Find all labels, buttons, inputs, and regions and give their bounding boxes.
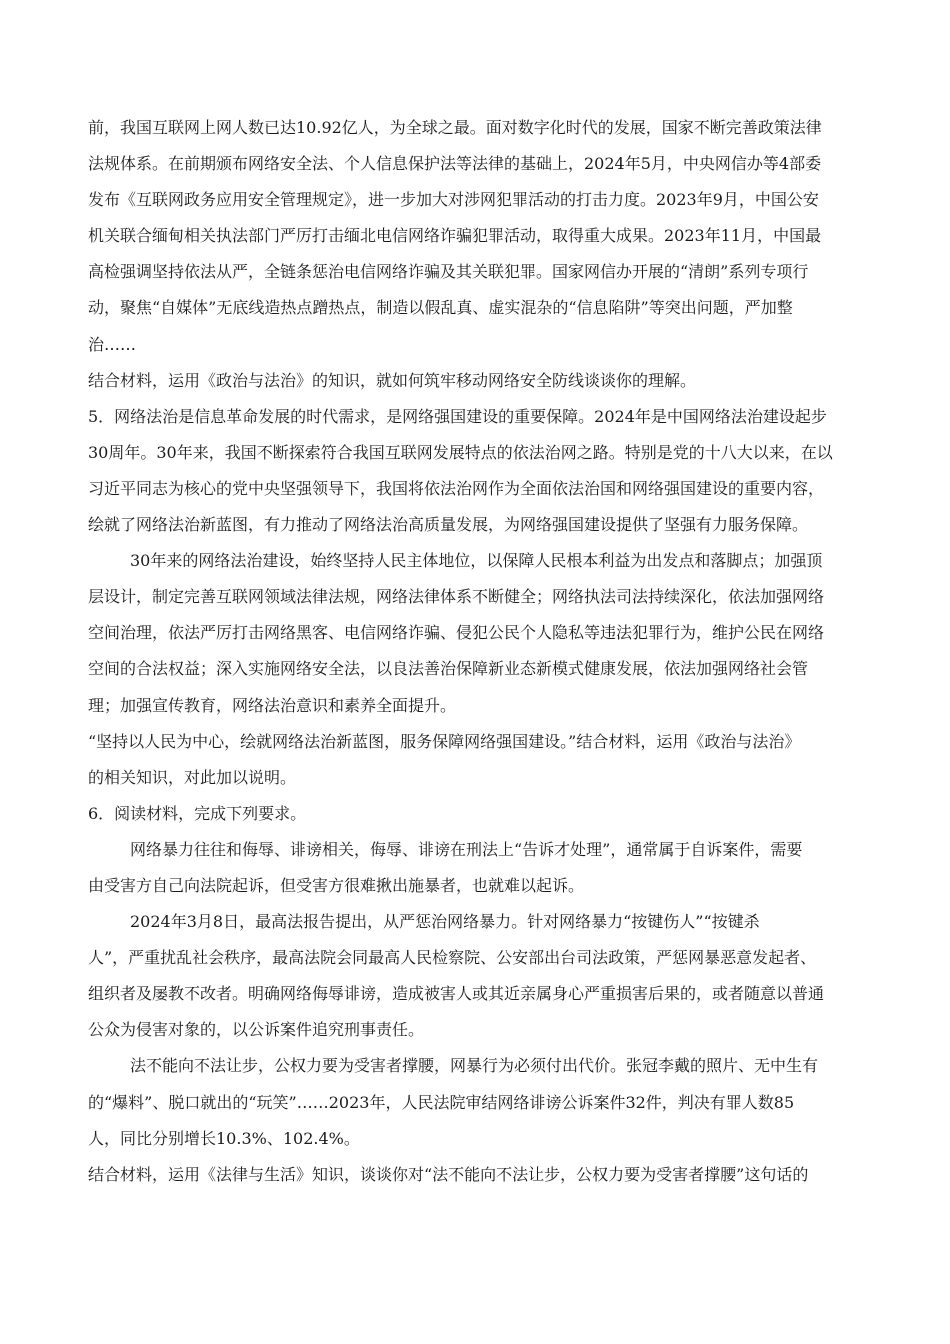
text-line: 人”，严重扰乱社会秩序，最高法院会同最高人民检察院、公安部出台司法政策，严惩网暴恶意发起者、 — [88, 948, 817, 968]
text-line: 的“爆料”、脱口就出的“玩笑”……2023年，人民法院审结网络诽谤公诉案件32件，判决有罪人数85 — [88, 1092, 795, 1112]
document-page — [88, 110, 868, 1193]
question-6-line: 6．阅读材料，完成下列要求。 — [88, 803, 307, 823]
text-line: 空间治理，依法严厉打击网络黑客、电信网络诈骗、侵犯公民个人隐私等违法犯罪行为，维护公民在网络 — [88, 623, 825, 643]
paragraph-start-line: 30年来的网络法治建设，始终坚持人民主体地位，以保障人民根本利益为出发点和落脚点；加强顶 — [130, 551, 823, 571]
text-line: 前，我国互联网上网人数已达10.92亿人，为全球之最。面对数字化时代的发展，国家不断完善政策法律 — [88, 118, 822, 137]
question-5-line: 5．网络法治是信息革命发展的时代需求，是网络强国建设的重要保障。2024年是中国网络法治建设起步 — [88, 406, 827, 426]
paragraph-start-line: 法不能向不法让步，公权力要为受害者撑腰，网暴行为必须付出代价。张冠李戴的照片、无中生有 — [130, 1056, 819, 1076]
text-line: 高检强调坚持依法从严，全链条惩治电信网络诈骗及其关联犯罪。国家网信办开展的“清朗”系列专项行 — [88, 262, 809, 282]
text-line: 发布《互联网政务应用安全管理规定》，进一步加大对涉网犯罪活动的打击力度。2023年9月，中国公安 — [88, 190, 819, 210]
text-line: 绘就了网络法治新蓝图，有力推动了网络法治高质量发展，为网络强国建设提供了坚强有力服务保障。 — [88, 515, 809, 535]
question-prompt: “坚持以人民为中心，绘就网络法治新蓝图，服务保障网络强国建设。”结合材料，运用《政治与法治》 — [88, 731, 801, 751]
text-line: 层设计，制定完善互联网领域法律法规，网络法律体系不断健全；网络执法司法持续深化，依法加强网络 — [88, 587, 825, 607]
text-line: 法规体系。在前期颁布网络安全法、个人信息保护法等法律的基础上，2024年5月，中央网信办等4部委 — [88, 154, 822, 174]
text-line: 空间的合法权益；深入实施网络安全法，以良法善治保障新业态新模式健康发展，依法加强网络社会管 — [88, 659, 809, 679]
text-line: 30周年。30年来，我国不断探索符合我国互联网发展特点的依法治网之路。特别是党的十八大以来，在以 — [88, 442, 833, 462]
text-line: 由受害方自己向法院起诉，但受害方很难揪出施暴者，也就难以起诉。 — [88, 875, 585, 895]
text-line: 的相关知识，对此加以说明。 — [88, 767, 297, 787]
text-line: 人，同比分别增长10.3%、102.4%。 — [88, 1128, 360, 1148]
text-line: 机关联合缅甸相关执法部门严厉打击缅北电信网络诈骗犯罪活动，取得重大成果。2023年11月，中国最 — [88, 226, 822, 246]
text-line: 理；加强宣传教育，网络法治意识和素养全面提升。 — [88, 695, 457, 715]
text-line: 动，聚焦“自媒体”无底线造热点蹭热点，制造以假乱真、虚实混杂的“信息陷阱”等突出问题，严加整 — [88, 298, 793, 318]
text-line: 公众为侵害对象的，以公诉案件追究刑事责任。 — [88, 1020, 425, 1040]
question-prompt: 结合材料，运用《法律与生活》知识，谈谈你对“法不能向不法让步，公权力要为受害者撑腰”这句话的 — [88, 1164, 809, 1184]
paragraph-start-line: 网络暴力往往和侮辱、诽谤相关，侮辱、诽谤在刑法上“告诉才处理”，通常属于自诉案件，需要 — [130, 839, 803, 859]
text-line: 组织者及屡教不改者。明确网络侮辱诽谤，造成被害人或其近亲属身心严重损害后果的，或者随意以普通 — [88, 984, 825, 1004]
question-prompt: 结合材料，运用《政治与法治》的知识，就如何筑牢移动网络安全防线谈谈你的理解。 — [88, 370, 697, 390]
paragraph-start-line: 2024年3月8日，最高法报告提出，从严惩治网络暴力。针对网络暴力“按键伤人”“按键杀 — [130, 912, 760, 932]
text-line: 治…… — [88, 334, 137, 354]
text-line: 习近平同志为核心的党中央坚强领导下，我国将依法治网作为全面依法治国和网络强国建设的重要内容， — [88, 478, 825, 498]
